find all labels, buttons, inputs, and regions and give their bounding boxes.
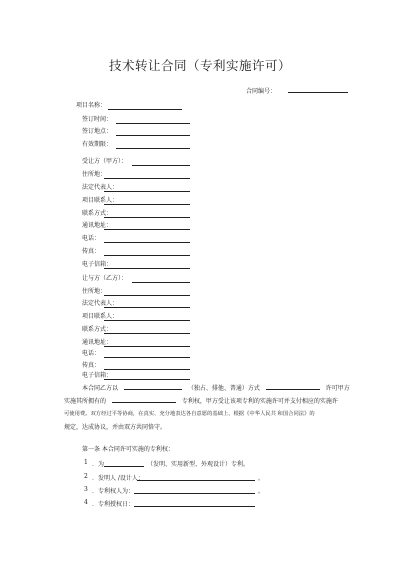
party-b-field-blank-line[interactable] <box>104 339 190 347</box>
project-field-label: 项目名称： <box>76 102 107 109</box>
article-item-number: 2 <box>84 473 88 480</box>
party-a-field-label: 通讯地址： <box>82 222 113 229</box>
party-b-field-blank-line[interactable] <box>104 313 190 321</box>
article-item-blank-line[interactable] <box>104 459 144 467</box>
party-b-field-label: 电话： <box>82 350 101 357</box>
preamble-text: 许可甲方 <box>325 385 350 392</box>
project-field-row <box>82 141 112 149</box>
party-a-field-label: 电子信箱： <box>82 261 113 268</box>
party-a-field-label: 电话： <box>82 235 101 242</box>
project-field-label: 签订地点： <box>82 128 113 135</box>
party-b-field-blank-line[interactable] <box>104 300 190 308</box>
party-a-field-blank-line[interactable] <box>104 235 190 243</box>
article-item-blank-line[interactable] <box>134 499 255 507</box>
license-blank-1[interactable] <box>124 382 182 390</box>
party-b-field-blank-line[interactable] <box>104 350 190 358</box>
article-item-number: 1 <box>84 459 88 466</box>
party-a-field-blank-line[interactable] <box>104 184 190 192</box>
party-a-field-blank-line[interactable] <box>104 197 190 205</box>
party-a-field-row <box>82 158 127 166</box>
article-item-number: 4 <box>84 499 88 506</box>
article-item-blank-line[interactable] <box>137 473 255 481</box>
project-field-blank-line[interactable] <box>108 102 182 110</box>
party-b-field-label: 通讯地址： <box>82 339 113 346</box>
party-b-field-row <box>82 288 106 296</box>
party-b-field-blank-line[interactable] <box>132 275 190 283</box>
project-field-label: 签订时间： <box>82 116 113 123</box>
article-1-heading: 第一条 本合同许可实施的专利权： <box>82 446 174 453</box>
contract-number-line[interactable] <box>288 85 348 93</box>
party-b-field-blank-line[interactable] <box>104 288 190 296</box>
party-b-field-blank-line[interactable] <box>104 362 190 370</box>
party-a-field-blank-line[interactable] <box>104 210 190 218</box>
party-a-field-row <box>82 171 106 179</box>
project-field-row <box>76 102 106 110</box>
preamble-line-1 <box>82 382 350 395</box>
party-a-field-blank-line[interactable] <box>132 158 190 166</box>
party-b-field-label: 让与方（乙方）： <box>82 275 128 282</box>
project-field-row <box>82 128 112 136</box>
project-field-row <box>82 116 112 124</box>
preamble-line-3: 可使用费。双方经过平等协商，在真实、充分地表达各自意愿的基础上，根据《中华人民共 和国合同法》的 <box>64 411 315 417</box>
party-a-field-label: 受让方（甲方）： <box>82 158 128 165</box>
preamble-text: （独占、排他、普通）方式 <box>187 385 260 392</box>
project-field-blank-line[interactable] <box>116 128 190 136</box>
preamble-line-4: 规定，达成协议，并由双方共同恪守。 <box>64 424 167 431</box>
license-blank-2[interactable] <box>266 382 320 390</box>
preamble-text: 实施其所拥有的 <box>64 398 107 405</box>
party-b-field-label: 联系方式： <box>82 326 113 333</box>
preamble-text: 本合同乙方以 <box>82 385 119 392</box>
party-b-field-row <box>82 362 100 370</box>
party-a-field-blank-line[interactable] <box>104 248 190 256</box>
party-b-field-label: 法定代表人： <box>82 300 119 307</box>
project-field-label: 有效期限： <box>82 141 113 148</box>
party-b-field-label: 项目联系人： <box>82 313 119 320</box>
party-a-field-label: 传真： <box>82 248 101 255</box>
project-field-blank-line[interactable] <box>116 116 190 124</box>
article-item-label: ．专利授权日： <box>92 501 135 508</box>
article-item-label: ．为 <box>92 461 105 468</box>
party-b-field-label: 电子信箱： <box>82 372 113 379</box>
party-a-field-row <box>82 235 100 243</box>
project-field-blank-line[interactable] <box>116 141 190 149</box>
preamble-text: 专利权，甲方受让该项专利的实施许可并支付相应的实施许 <box>181 398 338 405</box>
article-item-blank-line[interactable] <box>134 486 255 494</box>
party-b-field-row <box>82 275 127 283</box>
party-b-field-blank-line[interactable] <box>104 372 190 380</box>
article-item-suffix: 。 <box>258 488 265 495</box>
article-item-suffix: （发明、实用新型、外观设计）专利。 <box>147 461 250 468</box>
party-b-field-label: 住所地： <box>82 288 107 295</box>
party-a-field-label: 项目联系人： <box>82 197 119 204</box>
article-item-label: ．专利权人为： <box>92 488 135 495</box>
party-a-field-label: 住所地： <box>82 171 107 178</box>
article-item-suffix: 。 <box>258 475 265 482</box>
party-a-field-label: 法定代表人： <box>82 184 119 191</box>
article-item-label: ．发明人 /设计人： <box>92 475 144 482</box>
patent-blank[interactable] <box>112 395 176 403</box>
party-a-field-row <box>82 248 100 256</box>
party-a-field-label: 联系方式： <box>82 210 113 217</box>
preamble-line-2 <box>64 395 338 408</box>
contract-number-label: 合同编号： <box>246 88 277 95</box>
party-a-field-blank-line[interactable] <box>104 222 190 230</box>
article-item-number: 3 <box>84 486 88 493</box>
party-a-field-blank-line[interactable] <box>104 171 190 179</box>
party-a-field-blank-line[interactable] <box>104 261 190 269</box>
party-b-field-row <box>82 350 100 358</box>
party-b-field-blank-line[interactable] <box>104 326 190 334</box>
contract-number-field <box>246 85 348 95</box>
page-title: 技术转让合同（专利实施许可） <box>108 58 291 73</box>
party-b-field-label: 传真： <box>82 362 101 369</box>
